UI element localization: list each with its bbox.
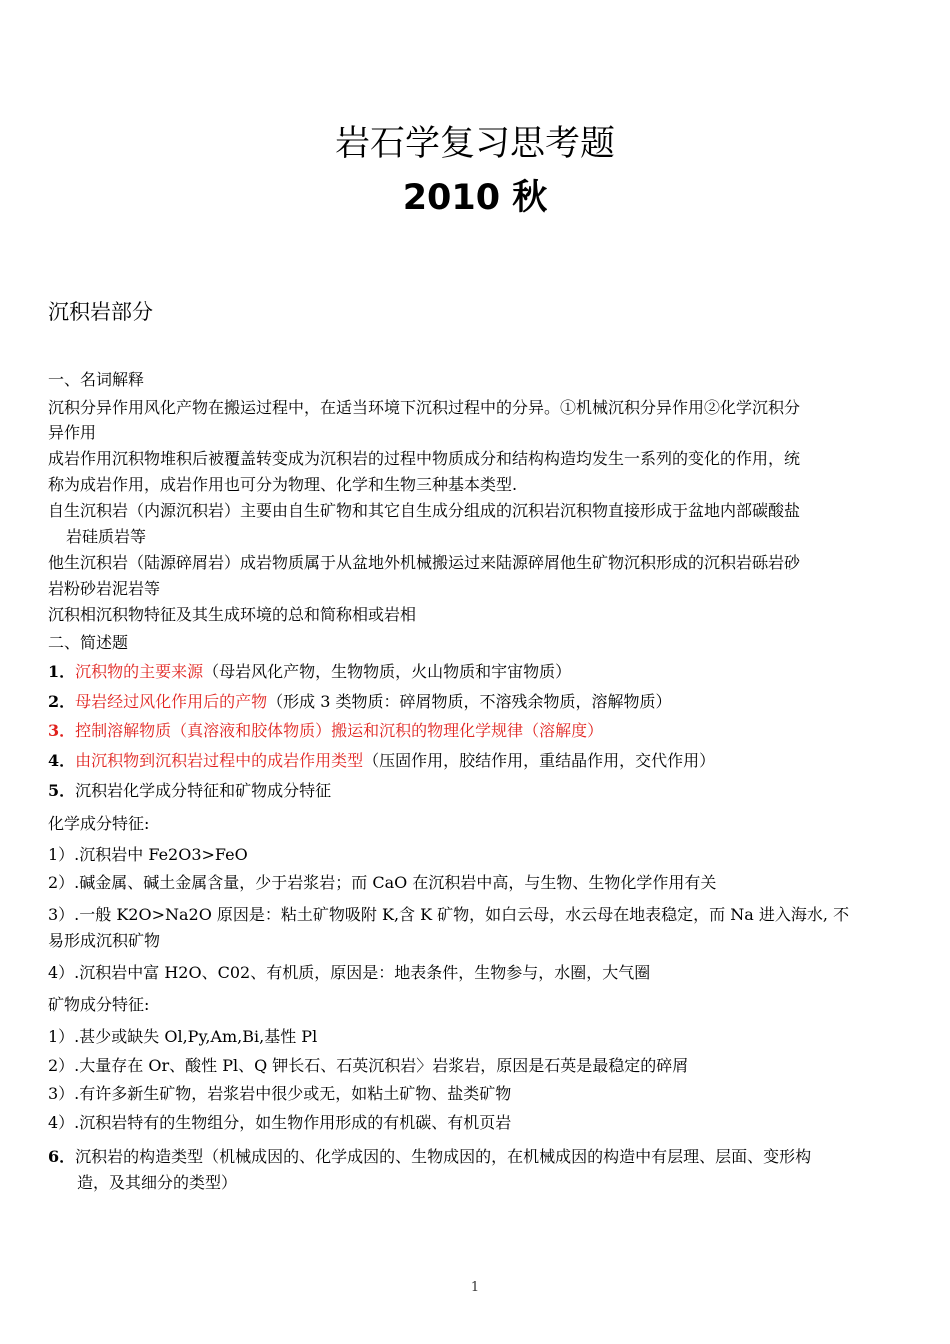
term-line: 沉积分异作用风化产物在搬运过程中，在适当环境下沉积过程中的分异。①机械沉积分异作用②化学沉积分 [48, 398, 801, 417]
question-text: （压固作用，胶结作用，重结晶作用，交代作用） [363, 751, 716, 770]
question-highlight: 控制溶解物质（真溶液和胶体物质）搬运和沉积的物理化学规律（溶解度） [75, 721, 604, 740]
term-line: 沉积相沉积物特征及其生成环境的总和简称相或岩相 [48, 605, 417, 624]
section-heading: 沉积岩部分 [48, 300, 153, 324]
question-3 [48, 719, 906, 743]
question-5 [48, 779, 906, 803]
question-number: 1． [48, 662, 76, 681]
mineral-item: 4）.沉积岩特有的生物组分，如生物作用形成的有机碳、有机页岩 [48, 1113, 512, 1132]
term-line: 异作用 [48, 423, 97, 442]
question-highlight: 母岩经过风化作用后的产物 [75, 692, 268, 711]
chem-heading: 化学成分特征: [48, 814, 150, 833]
question-number: 3． [48, 721, 76, 740]
question-number: 2． [48, 692, 76, 711]
question-number: 5． [48, 781, 76, 800]
question-highlight: 沉积物的主要来源 [75, 662, 204, 681]
chem-item: 易形成沉积矿物 [48, 931, 161, 950]
term-line: 自生沉积岩（内源沉积岩）主要由自生矿物和其它自生成分组成的沉积岩沉积物直接形成于盆地内部碳酸盐 [48, 501, 801, 520]
mineral-heading: 矿物成分特征: [48, 995, 150, 1014]
question-2 [48, 690, 906, 714]
mineral-item: 2）.大量存在 Or、酸性 Pl、Q 钾长石、石英沉积岩〉岩浆岩，原因是石英是最稳定的碎屑 [48, 1056, 689, 1075]
chem-item: 2）.碱金属、碱土金属含量，少于岩浆岩；而 CaO 在沉积岩中高，与生物、生物化学作用有关 [48, 873, 717, 892]
question-1 [48, 660, 906, 684]
mineral-item: 1）.甚少或缺失 Ol,Py,Am,Bi,基性 Pl [48, 1027, 318, 1046]
term-line: 岩硅质岩等 [66, 527, 147, 546]
question-text: 沉积岩化学成分特征和矿物成分特征 [75, 781, 332, 800]
term-line: 称为成岩作用，成岩作用也可分为物理、化学和生物三种基本类型. [48, 475, 518, 494]
question-number: 4． [48, 751, 76, 770]
question-text: （形成 3 类物质：碎屑物质，不溶残余物质，溶解物质） [267, 692, 672, 711]
part1-heading: 一、名词解释 [48, 370, 145, 389]
term-line: 成岩作用沉积物堆积后被覆盖转变成为沉积岩的过程中物质成分和结构构造均发生一系列的变化的作用，统 [48, 449, 801, 468]
chem-item: 3）.一般 K2O>Na2O 原因是：粘土矿物吸附 K,含 K 矿物，如白云母，水云母在地表稳定，而 Na 进入海水, 不 [48, 905, 850, 924]
question-number: 6． [48, 1147, 76, 1166]
term-line: 他生沉积岩（陆源碎屑岩）成岩物质属于从盆地外机械搬运过来陆源碎屑他生矿物沉积形成的沉积岩砾岩砂 [48, 553, 801, 572]
question-6 [48, 1145, 906, 1169]
question-4 [48, 749, 906, 773]
part2-heading: 二、简述题 [48, 633, 129, 652]
chem-item: 4）.沉积岩中富 H2O、C02、有机质，原因是：地表条件，生物参与，水圈，大气圈 [48, 963, 651, 982]
mineral-item: 3）.有许多新生矿物，岩浆岩中很少或无，如粘土矿物、盐类矿物 [48, 1084, 512, 1103]
chem-item: 1）.沉积岩中 Fe2O3>FeO [48, 845, 248, 864]
question-text: （母岩风化产物，生物物质，火山物质和宇宙物质） [203, 662, 572, 681]
question-6-continuation: 造，及其细分的类型） [77, 1173, 238, 1192]
question-text: 沉积岩的构造类型（机械成因的、化学成因的、生物成因的，在机械成因的构造中有层理、层面、变形构 [75, 1147, 812, 1166]
page-title: 岩石学复习思考题 [334, 124, 615, 164]
page-subtitle: 2010 秋 [402, 178, 548, 218]
question-highlight: 由沉积物到沉积岩过程中的成岩作用类型 [75, 751, 364, 770]
term-line: 岩粉砂岩泥岩等 [48, 579, 161, 598]
page-number: 1 [470, 1280, 480, 1295]
